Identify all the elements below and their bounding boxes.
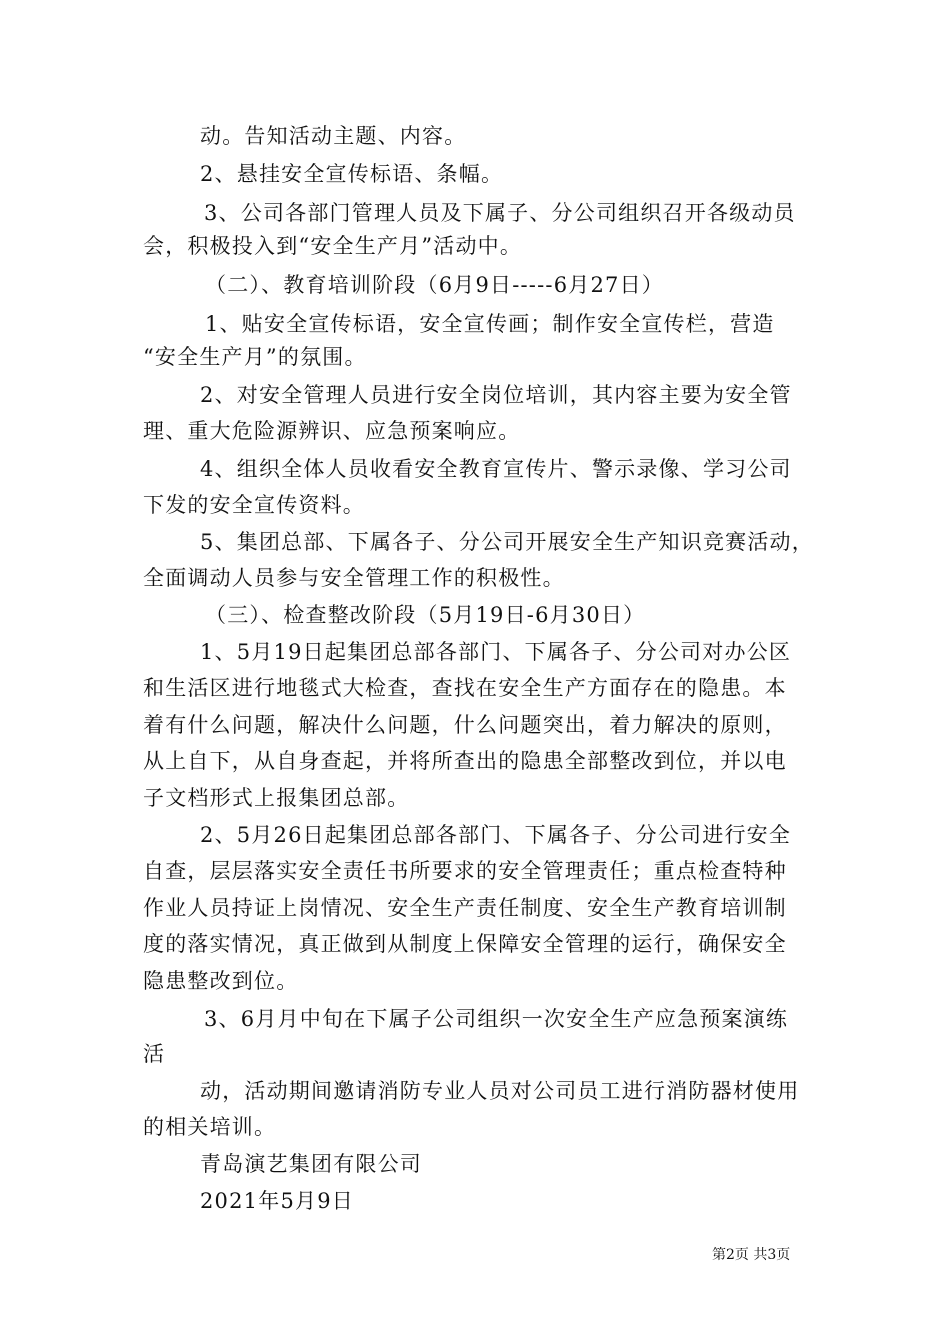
- signature-company: 青岛演艺集团有限公司: [200, 1152, 422, 1176]
- text-line: 1、5月19日起集团总部各部门、下属各子、分公司对办公区: [200, 640, 792, 664]
- text-line: 全面调动人员参与安全管理工作的积极性。: [143, 566, 565, 590]
- text-line: 3、6月月中旬在下属子公司组织一次安全生产应急预案演练: [204, 1007, 789, 1031]
- text-line: （二）、教育培训阶段（6月9日-----6月27日）: [205, 273, 664, 297]
- text-line: （三）、检查整改阶段（5月19日-6月30日）: [205, 603, 646, 627]
- text-line: 2、悬挂安全宣传标语、条幅。: [200, 162, 504, 186]
- text-line: 着有什么问题，解决什么问题，什么问题突出，着力解决的原则，: [143, 713, 787, 737]
- text-line: 下发的安全宣传资料。: [143, 493, 365, 517]
- text-line: 的相关培训。: [143, 1115, 277, 1139]
- text-line: 隐患整改到位。: [143, 969, 299, 993]
- text-line: “安全生产月”的氛围。: [143, 345, 367, 369]
- text-line: 动，活动期间邀请消防专业人员对公司员工进行消防器材使用: [200, 1079, 800, 1103]
- signature-date: 2021年5月9日: [200, 1189, 354, 1213]
- text-line: 度的落实情况，真正做到从制度上保障安全管理的运行，确保安全: [143, 932, 787, 956]
- text-line: 3、公司各部门管理人员及下属子、分公司组织召开各级动员: [204, 201, 796, 225]
- text-line: 自查，层层落实安全责任书所要求的安全管理责任；重点检查特种: [143, 859, 787, 883]
- text-line: 作业人员持证上岗情况、安全生产责任制度、安全生产教育培训制: [143, 896, 787, 920]
- text-line: 4、组织全体人员收看安全教育宣传片、警示录像、学习公司: [200, 457, 792, 481]
- page-number: 第2页 共3页: [712, 1247, 791, 1263]
- text-line: 和生活区进行地毯式大检查，查找在安全生产方面存在的隐患。本: [143, 676, 787, 700]
- text-line: 2、对安全管理人员进行安全岗位培训，其内容主要为安全管: [200, 383, 792, 407]
- text-line: 1、贴安全宣传标语，安全宣传画；制作安全宣传栏，营造: [205, 312, 775, 336]
- text-line: 理、重大危险源辨识、应急预案响应。: [143, 419, 521, 443]
- text-line: 2、5月26日起集团总部各部门、下属各子、分公司进行安全: [200, 823, 792, 847]
- text-line: 活: [143, 1042, 166, 1066]
- text-line: 从上自下，从自身查起，并将所查出的隐患全部整改到位，并以电: [143, 749, 787, 773]
- text-line: 动。告知活动主题、内容。: [200, 124, 467, 148]
- text-line: 会，积极投入到“安全生产月”活动中。: [143, 234, 523, 258]
- text-line: 子文档形式上报集团总部。: [143, 786, 410, 810]
- text-line: 5、集团总部、下属各子、分公司开展安全生产知识竞赛活动，: [200, 530, 814, 554]
